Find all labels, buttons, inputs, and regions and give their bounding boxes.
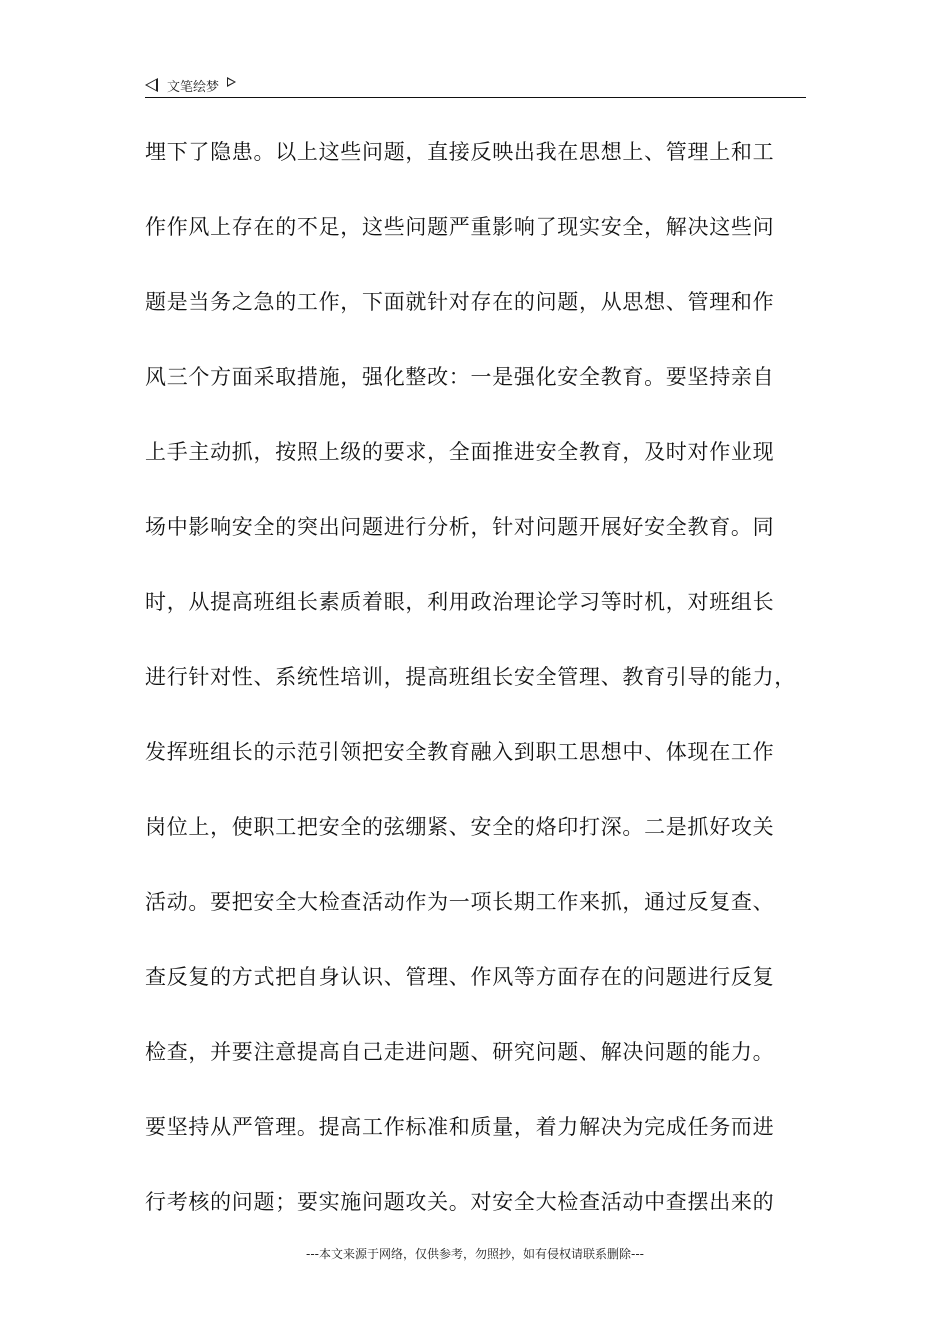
text-line: 检查，并要注意提高自己走进问题、研究问题、解决问题的能力。 bbox=[145, 1040, 775, 1064]
text-line: 行考核的问题；要实施问题攻关。对安全大检查活动中查摆出来的 bbox=[145, 1190, 775, 1214]
text-line: 活动。要把安全大检查活动作为一项长期工作来抓，通过反复查、 bbox=[145, 890, 775, 914]
text-line: 场中影响安全的突出问题进行分析，针对问题开展好安全教育。同 bbox=[145, 515, 775, 539]
header-divider bbox=[145, 97, 806, 98]
document-body bbox=[145, 134, 825, 1259]
text-line: 进行针对性、系统性培训，提高班组长安全管理、教育引导的能力， bbox=[145, 665, 796, 689]
page-header bbox=[145, 74, 236, 96]
triangle-left-icon bbox=[145, 78, 158, 92]
text-line: 上手主动抓，按照上级的要求，全面推进安全教育，及时对作业现 bbox=[145, 440, 775, 464]
triangle-right-icon bbox=[227, 77, 236, 87]
text-line: 作作风上存在的不足，这些问题严重影响了现实安全，解决这些问 bbox=[145, 215, 775, 239]
text-line: 风三个方面采取措施，强化整改：一是强化安全教育。要坚持亲自 bbox=[145, 365, 775, 389]
text-line: 埋下了隐患。以上这些问题，直接反映出我在思想上、管理上和工 bbox=[145, 140, 775, 164]
text-line: 发挥班组长的示范引领把安全教育融入到职工思想中、体现在工作 bbox=[145, 740, 775, 764]
text-line: 题是当务之急的工作，下面就针对存在的问题，从思想、管理和作 bbox=[145, 290, 775, 314]
footer-notice: ---本文来源于网络，仅供参考，勿照抄，如有侵权请联系删除--- bbox=[306, 1247, 644, 1261]
text-line: 岗位上，使职工把安全的弦绷紧、安全的烙印打深。二是抓好攻关 bbox=[145, 815, 775, 839]
header-title: 文笔绘梦 bbox=[167, 79, 220, 95]
text-line: 时，从提高班组长素质着眼，利用政治理论学习等时机，对班组长 bbox=[145, 590, 775, 614]
text-line: 要坚持从严管理。提高工作标准和质量，着力解决为完成任务而进 bbox=[145, 1115, 775, 1139]
text-line: 查反复的方式把自身认识、管理、作风等方面存在的问题进行反复 bbox=[145, 965, 775, 989]
